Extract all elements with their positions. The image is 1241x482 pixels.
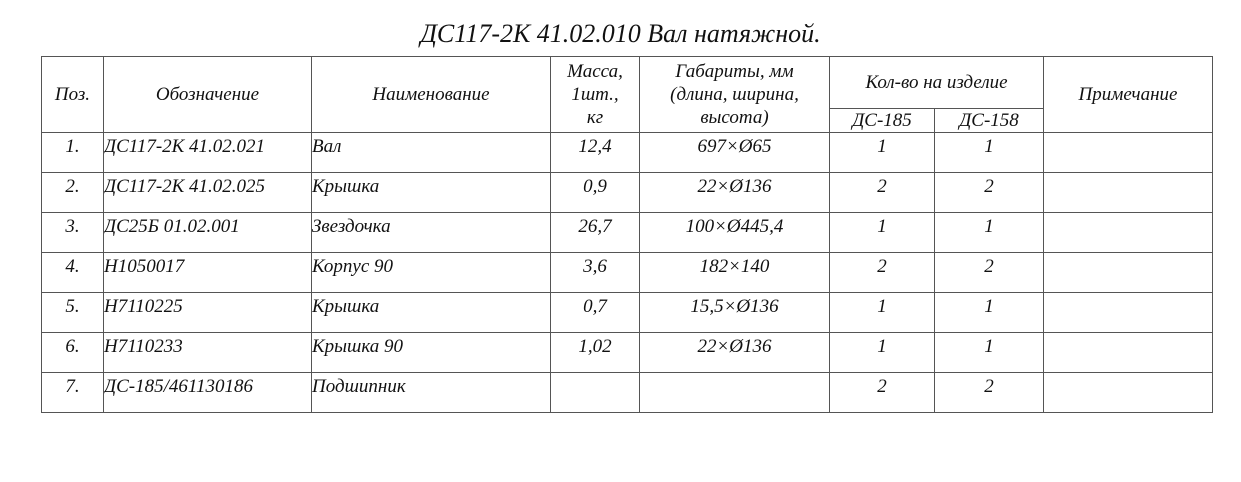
cell-mass: 0,9 bbox=[551, 173, 640, 213]
cell-mass: 1,02 bbox=[551, 333, 640, 373]
header-designation: Обозначение bbox=[104, 57, 312, 133]
cell-dimensions: 22×Ø136 bbox=[640, 173, 830, 213]
table-row bbox=[42, 133, 1213, 173]
table-row bbox=[42, 373, 1213, 413]
cell-dimensions: 182×140 bbox=[640, 253, 830, 293]
cell-pos: 5. bbox=[42, 293, 104, 333]
header-mass-line3: кг bbox=[586, 107, 604, 128]
header-row bbox=[42, 57, 1213, 109]
header-dims-line3: высота) bbox=[700, 107, 769, 128]
cell-qty-ds185: 2 bbox=[830, 253, 935, 293]
cell-qty-ds158: 2 bbox=[935, 373, 1044, 413]
cell-pos: 2. bbox=[42, 173, 104, 213]
header-qty-ds158: ДС-158 bbox=[935, 109, 1044, 133]
cell-designation: Н7110225 bbox=[104, 293, 312, 333]
cell-pos: 1. bbox=[42, 133, 104, 173]
cell-designation: ДС-185/461130186 bbox=[104, 373, 312, 413]
header-note: Примечание bbox=[1044, 57, 1213, 133]
cell-qty-ds185: 1 bbox=[830, 133, 935, 173]
header-qty-ds185: ДС-185 bbox=[830, 109, 935, 133]
table-row bbox=[42, 253, 1213, 293]
cell-note bbox=[1044, 293, 1213, 333]
cell-name: Подшипник bbox=[312, 373, 551, 413]
cell-qty-ds185: 1 bbox=[830, 293, 935, 333]
cell-designation: ДС117-2К 41.02.025 bbox=[104, 173, 312, 213]
cell-designation: Н7110233 bbox=[104, 333, 312, 373]
cell-note bbox=[1044, 173, 1213, 213]
cell-qty-ds158: 2 bbox=[935, 173, 1044, 213]
cell-mass bbox=[551, 373, 640, 413]
header-quantity-group: Кол-во на изделие bbox=[830, 57, 1044, 109]
cell-mass: 3,6 bbox=[551, 253, 640, 293]
cell-pos: 4. bbox=[42, 253, 104, 293]
cell-mass: 0,7 bbox=[551, 293, 640, 333]
cell-name: Крышка bbox=[312, 173, 551, 213]
cell-qty-ds158: 1 bbox=[935, 213, 1044, 253]
cell-note bbox=[1044, 213, 1213, 253]
table-row bbox=[42, 293, 1213, 333]
header-mass-line1: Масса, bbox=[567, 61, 623, 82]
cell-pos: 3. bbox=[42, 213, 104, 253]
cell-name: Корпус 90 bbox=[312, 253, 551, 293]
cell-name: Звездочка bbox=[312, 213, 551, 253]
cell-note bbox=[1044, 373, 1213, 413]
cell-name: Крышка bbox=[312, 293, 551, 333]
table-row bbox=[42, 173, 1213, 213]
cell-qty-ds185: 1 bbox=[830, 333, 935, 373]
table-row bbox=[42, 333, 1213, 373]
cell-dimensions bbox=[640, 373, 830, 413]
document-title: ДС117-2К 41.02.010 Вал натяжной. bbox=[420, 19, 821, 48]
header-mass bbox=[551, 57, 640, 133]
cell-designation: Н1050017 bbox=[104, 253, 312, 293]
header-name: Наименование bbox=[312, 57, 551, 133]
cell-qty-ds185: 1 bbox=[830, 213, 935, 253]
cell-qty-ds158: 1 bbox=[935, 133, 1044, 173]
cell-name: Крышка 90 bbox=[312, 333, 551, 373]
cell-designation: ДС117-2К 41.02.021 bbox=[104, 133, 312, 173]
cell-designation: ДС25Б 01.02.001 bbox=[104, 213, 312, 253]
cell-pos: 6. bbox=[42, 333, 104, 373]
cell-qty-ds158: 1 bbox=[935, 333, 1044, 373]
specification-table bbox=[41, 56, 1213, 413]
cell-dimensions: 100×Ø445,4 bbox=[640, 213, 830, 253]
header-pos: Поз. bbox=[42, 57, 104, 133]
header-mass-line2: 1шт., bbox=[571, 84, 619, 105]
cell-note bbox=[1044, 133, 1213, 173]
cell-mass: 26,7 bbox=[551, 213, 640, 253]
cell-note bbox=[1044, 253, 1213, 293]
header-dims-line2: (длина, ширина, bbox=[670, 84, 799, 105]
cell-mass: 12,4 bbox=[551, 133, 640, 173]
cell-pos: 7. bbox=[42, 373, 104, 413]
cell-dimensions: 15,5×Ø136 bbox=[640, 293, 830, 333]
cell-qty-ds158: 2 bbox=[935, 253, 1044, 293]
table-row bbox=[42, 213, 1213, 253]
cell-name: Вал bbox=[312, 133, 551, 173]
cell-qty-ds185: 2 bbox=[830, 373, 935, 413]
cell-dimensions: 697×Ø65 bbox=[640, 133, 830, 173]
header-dimensions bbox=[640, 57, 830, 133]
header-dims-line1: Габариты, мм bbox=[675, 61, 794, 82]
cell-note bbox=[1044, 333, 1213, 373]
cell-qty-ds158: 1 bbox=[935, 293, 1044, 333]
cell-dimensions: 22×Ø136 bbox=[640, 333, 830, 373]
cell-qty-ds185: 2 bbox=[830, 173, 935, 213]
